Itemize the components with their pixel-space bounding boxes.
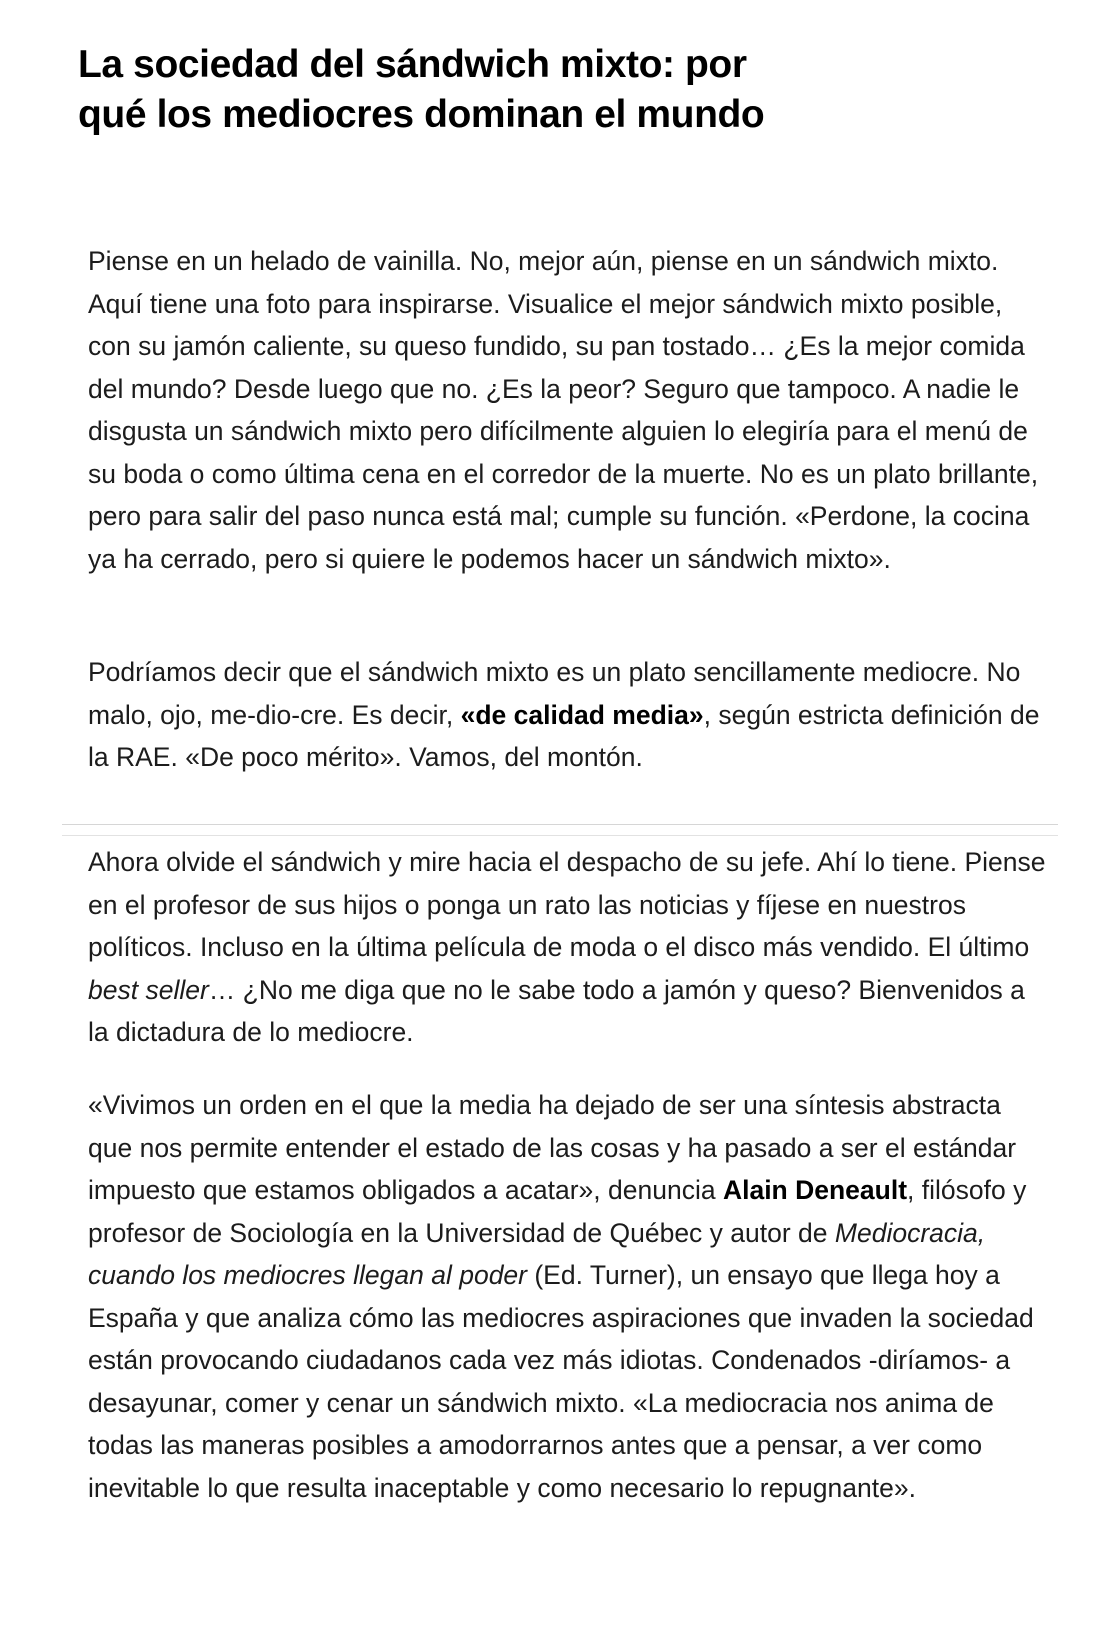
paragraph-1-text: Piense en un helado de vainilla. No, mejor aún, piense en un sándwich mixto. Aquí tiene una foto para inspirarse. Visualice el mejor sándwich mixto posible, con su jamón caliente, su queso fundido, su pan tostado… ¿Es la mejor comida del mundo? Desde luego que no. ¿Es la peor? Seguro que tampoco. A nadie le disgusta un sándwich mixto pero difícilmente alguien lo elegiría para el menú de su boda o como última cena en el corredor de la muerte. No es un plato brillante, pero para salir del paso nunca está mal; cumple su función. «Perdone, la cocina ya ha cerrado, pero si quiere le podemos hacer un sándwich mixto». xyxy=(88,246,1039,574)
section-divider-secondary xyxy=(62,835,1058,836)
paragraph-4 xyxy=(88,1084,1048,1509)
paragraph-4-text-end: (Ed. Turner), un ensayo que llega hoy a España y que analiza cómo las mediocres aspiraciones que invaden la sociedad están provocando ciudadanos cada vez más idiotas. Condenados -diríamos- a desayunar, comer y cenar un sándwich mixto. «La mediocracia nos anima de todas las maneras posibles a amodorrarnos antes que a pensar, a ver como inevitable lo que resulta inaceptable y como necesario lo repugnante». xyxy=(88,1260,1034,1503)
best-seller-italic: best seller xyxy=(88,974,209,1005)
paragraph-3-text-start: Ahora olvide el sándwich y mire hacia el despacho de su jefe. Ahí lo tiene. Piense en el profesor de sus hijos o ponga un rato las noticias y fíjese en nuestros políticos. Incluso en la última película de moda o el disco más vendido. El último xyxy=(88,847,1046,962)
paragraph-3 xyxy=(88,841,1048,1054)
paragraph-2-text-end: , según estricta definición de la RAE. «De poco mérito». Vamos, del montón. xyxy=(88,699,1040,772)
book-title-italic: Mediocracia, cuando los mediocres llegan al poder xyxy=(88,1217,986,1290)
author-name-bold: Alain Deneault xyxy=(722,1175,908,1205)
paragraph-2-text xyxy=(88,651,1048,779)
paragraph-2 xyxy=(88,651,1048,779)
paragraph-2-text-start: Podríamos decir que el sándwich mixto es un plato sencillamente mediocre. No malo, ojo, me-dio-cre. Es decir, xyxy=(88,657,1021,730)
article-title: La sociedad del sándwich mixto: por qué los mediocres dominan el mundo xyxy=(78,43,765,136)
paragraph-3-text-end: … ¿No me diga que no le sabe todo a jamón y queso? Bienvenidos a la dictadura de lo mediocre. xyxy=(88,974,1025,1047)
paragraph-1 xyxy=(88,240,1048,580)
paragraph-4-text xyxy=(88,1084,1048,1509)
paragraph-3-text xyxy=(88,841,1048,1054)
section-divider xyxy=(62,824,1058,825)
paragraph-4-text-middle: , filósofo y profesor de Sociología en la Universidad de Québec y autor de xyxy=(88,1175,1027,1248)
rae-definition-bold: «de calidad media» xyxy=(460,699,704,730)
paragraph-4-text-start: «Vivimos un orden en el que la media ha dejado de ser una síntesis abstracta que nos permite entender el estado de las cosas y ha pasado a ser el estándar impuesto que estamos obligados a acatar», denuncia xyxy=(88,1090,1017,1205)
